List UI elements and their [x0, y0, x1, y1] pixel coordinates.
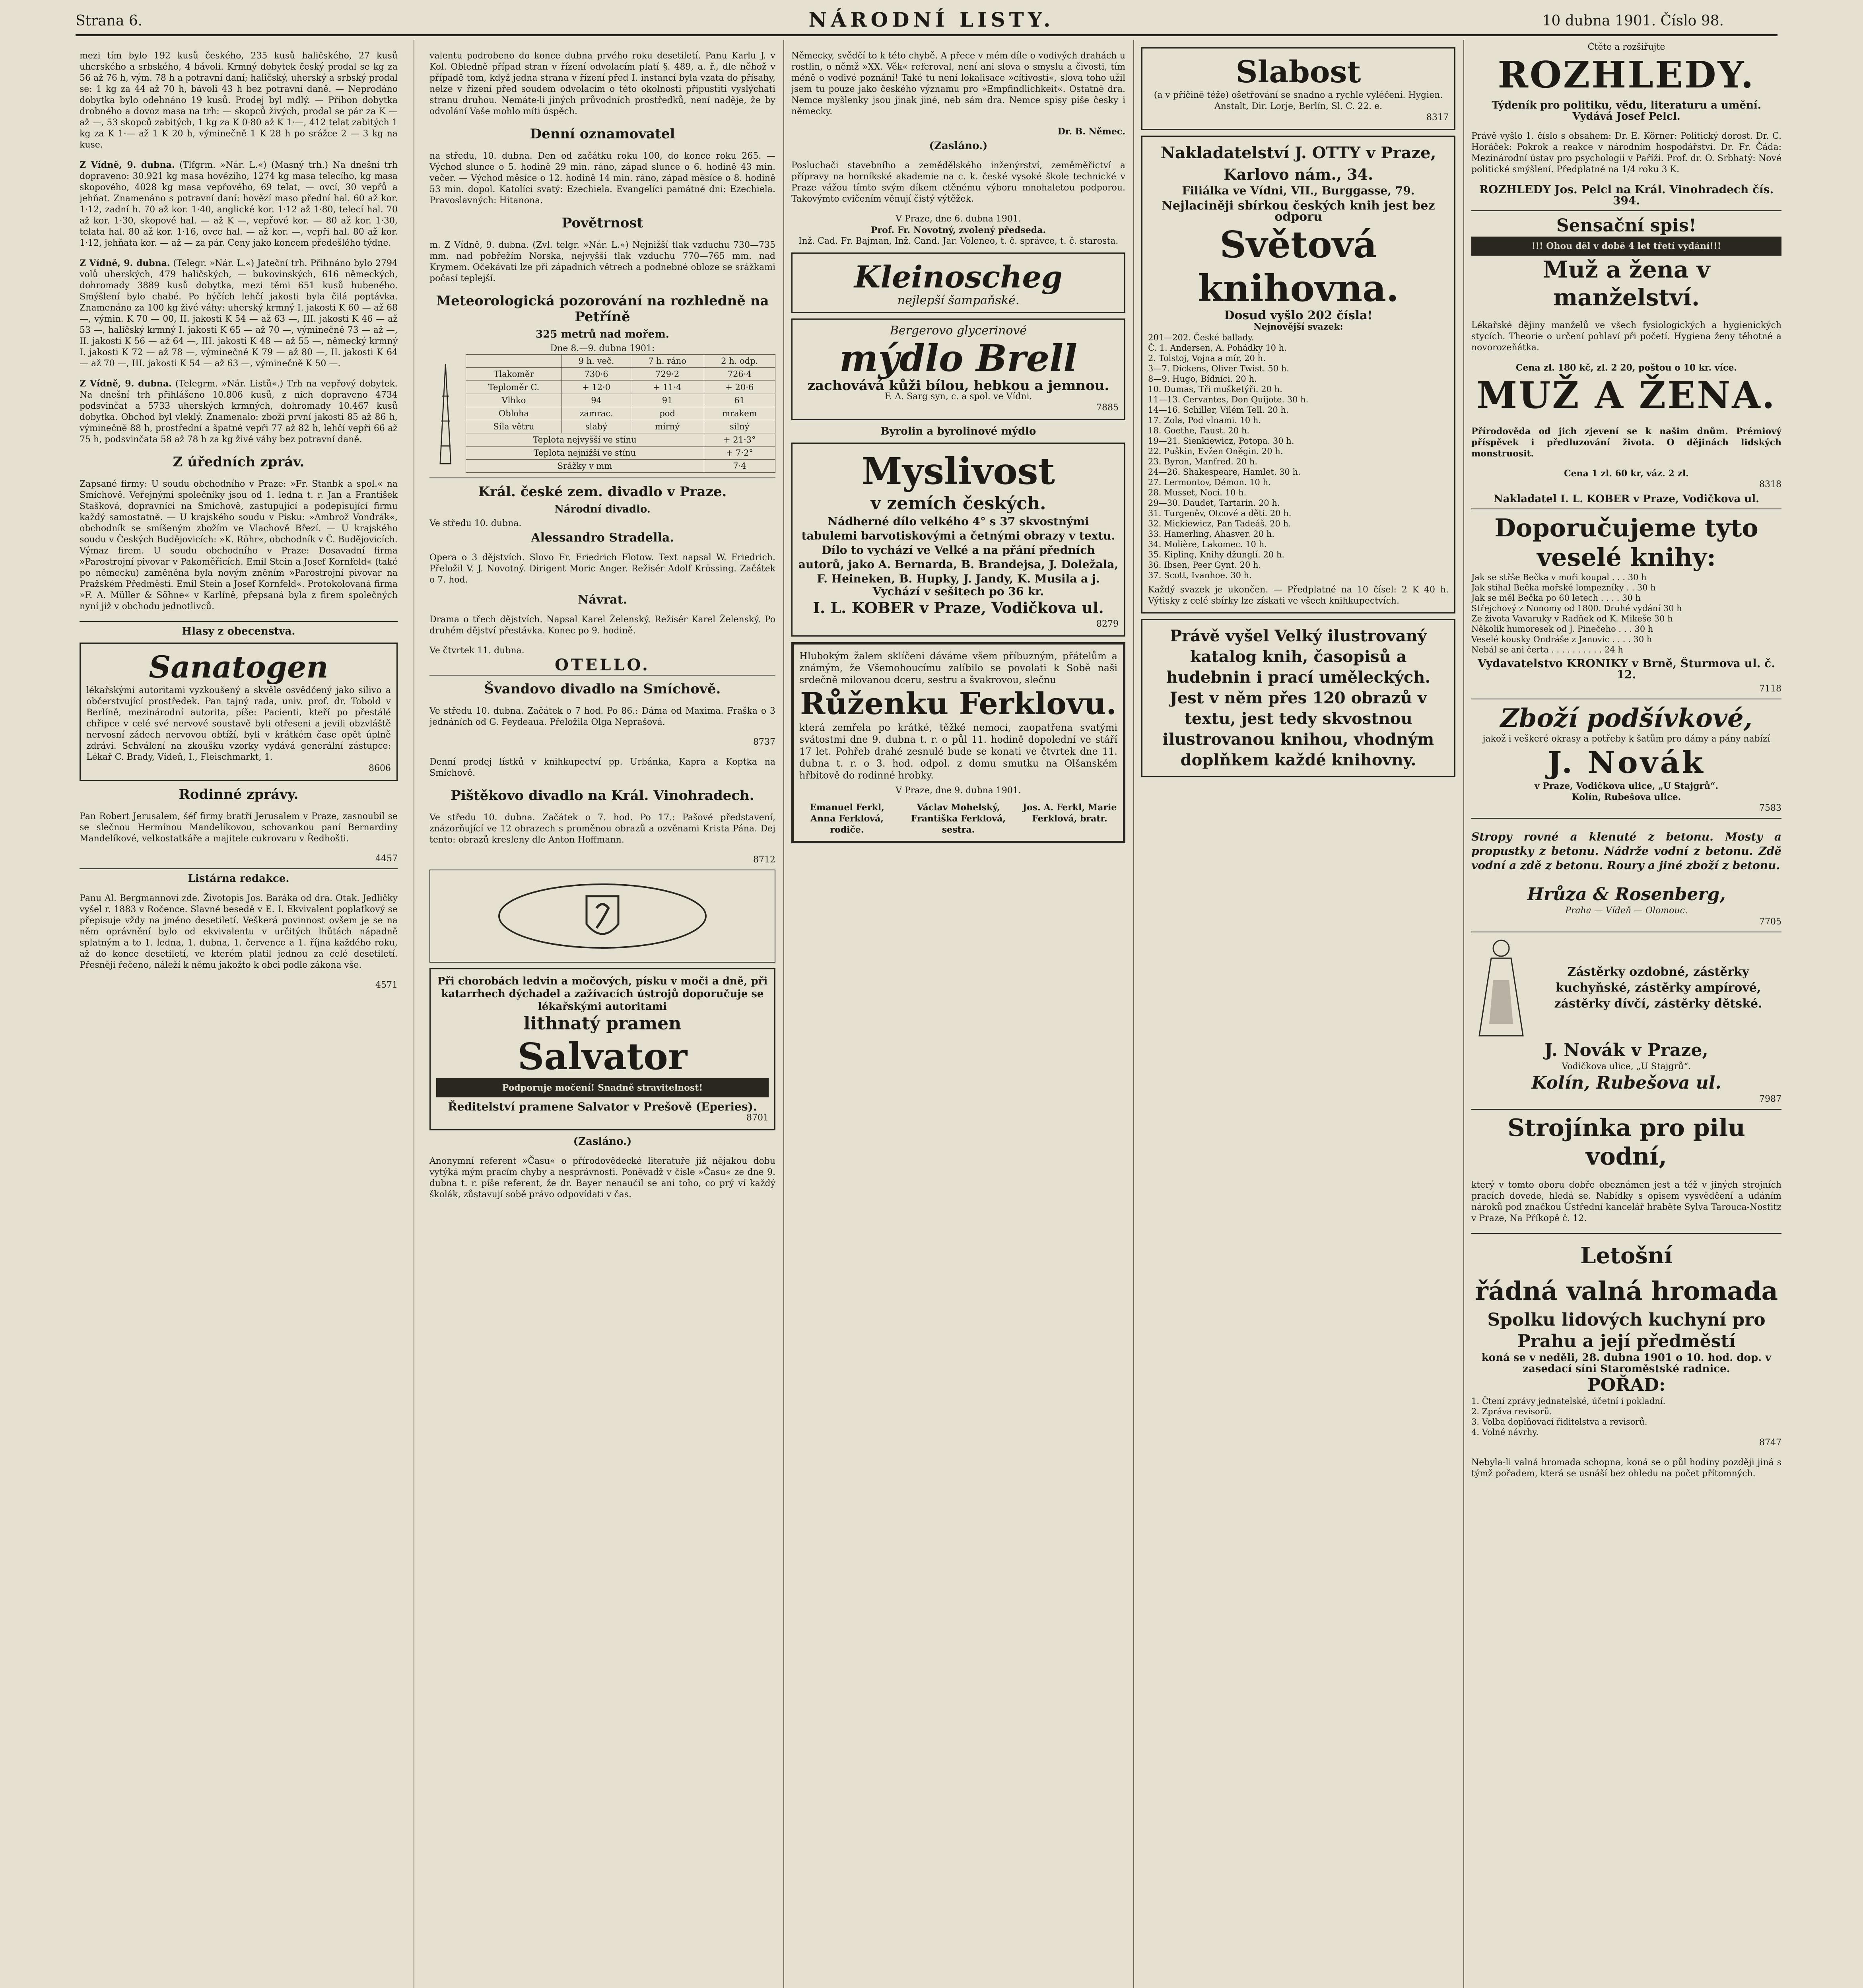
- slabost-ad: [1141, 47, 1455, 130]
- meteo-cell: + 11·4: [631, 381, 704, 394]
- ad-body: (a v příčině téže) ošetřování se snadno a rychle vyléčení. Hygien. Anstalt, Dir. Lorje, Berlín, Sl. C. 22. e.: [1154, 90, 1443, 111]
- ad-number: 8318: [1759, 480, 1781, 489]
- ad-title: Doporučujeme tyto veselé knihy:: [1494, 513, 1758, 572]
- meteo-cell: Teplota nejvyšší ve stínu: [466, 433, 704, 447]
- ad-body: zachovává kůži bílou, hebkou a jemnou.: [807, 378, 1109, 394]
- divider: [1471, 1233, 1781, 1234]
- ad-title: Letošní: [1580, 1242, 1673, 1269]
- section-body: valentu podrobeno do konce dubna prvého roku desetiletí. Panu Karlu J. v Kol. Obledně případ stran v řízení odvolacím platí §. 489, a. ř., dle něhož v případě tom, když jedna strana v řízení před I. instancí byla vzata do přísahy, nelze v řízení před soudem odvolacím o této okolnosti připustiti vyslýchati stranu druhou. Nemáte-li jiných průvodních prostředků, není naděje, že by odvolání Vaše mohlo míti úspěch.: [429, 51, 775, 116]
- play-body: Drama o třech dějstvích. Napsal Karel Želenský. Režisér Karel Želenský. Po druhém dějství přestávka. Konec po 9. hodině.: [429, 615, 775, 636]
- report-heading: Z Vídně, 9. dubna.: [80, 160, 175, 170]
- ad-subtitle: Týdeník pro politiku, vědu, literaturu a umění. Vydává Josef Pelcl.: [1492, 99, 1761, 122]
- ad-body: Nejlaciněji sbírkou českých knih jest bez odporu: [1162, 199, 1435, 224]
- section-body: Pan Robert Jerusalem, šéf firmy bratří Jerusalem v Praze, zasnoubil se se slečnou Hermínou Mandelíkovou, schovankou paní Bernardiny Mandelíkové, velkostatkáře a majitele cukrovaru v Ředhošti.: [80, 812, 398, 844]
- section-body: Zapsané firmy: U soudu obchodního v Praze: »Fr. Stanbk a spol.« na Smíchově. Veřejnými společníky jsou od 1. ledna t. r. Jan a František Stašková, dopravníci na Smíchově, zastupující a podepisující firmu každý samostatně. — U krajského soudu v Písku: »Ambrož Vondrák«, obchodník se smíšeným zbožím ve Vlachově Březí. — U krajského soudu v Českých Budějovicích: »K. Röhr«, obchodník v Č. Budějovicích. Výmaz firem. U soudu obchodního v Praze: Dosavadní firma »Parostrojní pivovar v Pakoměřicích. Emil Stein a Josef Kornfeld« (také po německu) zaměněna byla novým zněním »Parostrojní pivovar na Pražském Předměstí. Emil Stein a Josef Kornfeld«. Protokolovaná firma »F. A. Müller & Söhne« v Karlíně, přepsaná byla z firem společných nyní již v obchodu jednotlivců.: [80, 479, 398, 612]
- newspaper-title: NÁRODNÍ LISTY.: [808, 8, 1055, 31]
- ad-title: Salvator: [517, 1035, 688, 1078]
- otty-ad: [1141, 136, 1455, 613]
- agenda-item: 4. Volné návrhy.: [1471, 1427, 1539, 1437]
- ad-number: 7118: [1759, 684, 1781, 694]
- ad-body: lékařskými autoritami vyzkoušený a skvěle osvědčený jako silivo a občerstvující prostředek. Pan tajný rada, univ. prof. dr. Tobold v Berlíně, mezinárodní autorita, píše: Pacienti, kteří po přestálé chřipce v celé své nervové soustavě byli otřeseni a jevili obzvláště nervosní zádech nervovou obtíží, byli v krátkém čase opět úplně zdrávi. Schválení na zkoušku vzorky vydává generální zástupce: Lékař C. Brady, Vídeň, I., Fleischmarkt, 1.: [86, 685, 391, 762]
- section-heading: Denní oznamovatel: [530, 126, 675, 142]
- sanatogen-ad: [80, 643, 398, 781]
- column-divider: [1133, 40, 1134, 1988]
- section-heading: Švandovo divadlo na Smíchově.: [484, 681, 721, 697]
- book-item: 23. Byron, Manfred. 20 h.: [1148, 457, 1258, 466]
- ad-number: 4457: [375, 854, 398, 864]
- book-item: 18. Goethe, Faust. 20 h.: [1148, 426, 1250, 435]
- ad-body: Dosud vyšlo 202 čísla!: [1224, 309, 1373, 322]
- ad-body: Stropy rovné a klenuté z betonu. Mosty a propustky z betonu. Nádrže vodní z betonu. Zdě vodní a zdě z betonu. Roury a jiné zboží z betonu.: [1471, 830, 1781, 872]
- meteo-cell: + 7·2°: [704, 447, 775, 460]
- meteo-table: [466, 354, 775, 473]
- ad-footer: I. L. KOBER v Praze, Vodičkova ul.: [813, 599, 1104, 617]
- ad-price: Cena zl. 180 kč, zl. 2 20, poštou o 10 kr. více.: [1515, 363, 1737, 373]
- ad-subtitle: lithnatý pramen: [523, 1013, 682, 1034]
- book-item: Jak stihal Bečka mořské lompezníky . . 30 h: [1471, 583, 1656, 592]
- meteo-header: 9 h. več.: [562, 355, 631, 368]
- salvator-ad: [429, 968, 775, 1130]
- ad-body: jakož i veškeré okrasy a potřeby k šatům pro dámy a pány nabízí: [1482, 734, 1770, 744]
- theatre-subtitle: Národní divadlo.: [554, 503, 651, 515]
- myslivost-ad: [791, 443, 1125, 637]
- notice-signature: Emanuel Ferkl, Anna Ferklová, rodiče.: [810, 802, 884, 835]
- ad-slogan: !!! Ohou děl v době 4 let třetí vydání!!!: [1471, 237, 1781, 256]
- agenda-item: 1. Čtení zprávy jednatelské, účetní i pokladní.: [1471, 1396, 1666, 1406]
- report-body: (Telegr. »Nár. L.«) Jateční trh. Přihnáno bylo 2794 volů uherských, 479 haličských, — bukovinských, 616 německých, dohromady 3889 kusů dobytka, mezi těmi 651 kusů hubeného. Smýšlení bylo chabé. Po býčích lehčí jakosti byla čilá poptávka. Znamenáno za 100 kg živé váhy: uherský krmný I. jakosti K 60 — až 68 —, výmin. K 70 — 00, II. jakosti K 54 — až 63 —, III. jakosti K 46 — až 53 —, haličský krmný I. jakosti K 65 — až 70 —, výminečně 73 — až —, II. jakosti K 56 — až 64 —, III. jakosti K 48 — až 55 —, německý krmný I. jakosti K 72 — až 78 —, výminečně K 79 — až 80 —, II. jakosti K 64 — až 70 —, III. jakosti K 54 — až 63 —, výminečně K 50 —.: [80, 258, 398, 369]
- meteo-cell: slabý: [562, 420, 631, 433]
- page-number: Strana 6.: [76, 13, 143, 29]
- ad-footer: Ředitelství pramene Salvator v Prešově (Eperies).: [448, 1100, 757, 1113]
- ad-body: Přírodověda od jich zjevení se k našim dnům. Prémiový příspěvek i předluzování života. O dějinách lidských monstruosit.: [1471, 426, 1781, 459]
- meteo-header: 2 h. odp.: [704, 355, 775, 368]
- meteo-cell: 730·6: [562, 368, 631, 381]
- ad-title: J. Novák: [1547, 745, 1706, 780]
- ad-address: Praha — Vídeň — Olomouc.: [1565, 906, 1688, 916]
- divider: [1471, 210, 1781, 211]
- book-item: Veselé kousky Ondráše z Janovic . . . . 30 h: [1471, 635, 1652, 644]
- ad-price: Cena 1 zl. 60 kr, váz. 2 zl.: [1564, 468, 1689, 479]
- section-heading: Rodinné zprávy.: [179, 786, 299, 802]
- book-item: Střejchový z Nonomy od 1800. Druhé vydání 30 h: [1471, 604, 1682, 613]
- book-item: 32. Mickiewicz, Pan Tadeáš. 20 h.: [1148, 519, 1291, 528]
- section-heading: Z úředních zpráv.: [173, 454, 305, 470]
- ad-number: 8737: [753, 737, 775, 747]
- column-2: [429, 42, 775, 1988]
- book-item: 24—26. Shakespeare, Hamlet. 30 h.: [1148, 467, 1301, 477]
- ad-pre: Čtěte a rozšiřujte: [1587, 42, 1665, 52]
- notice-signature: Jos. A. Ferkl, Marie Ferklová, bratr.: [1022, 802, 1117, 824]
- meteo-cell: + 20·6: [704, 381, 775, 394]
- meteo-cell: 91: [631, 394, 704, 407]
- book-item: Č. 1. Andersen, A. Pohádky 10 h.: [1148, 343, 1287, 353]
- section-heading: Povětrnost: [561, 215, 643, 231]
- book-item: 201—202. České ballady.: [1148, 333, 1254, 342]
- header-rule: [76, 34, 1778, 36]
- meteo-cell: silný: [704, 420, 775, 433]
- ad-title: MUŽ A ŽENA.: [1476, 374, 1776, 417]
- ad-body: Lékařské dějiny manželů ve všech fysiologických a hygienických stycích. Theorie o určení pohlaví při početí. Hygiena ženy těhotné a novorozeňátka.: [1471, 320, 1781, 353]
- report-body: (Telegrm. »Nár. Listů«.) Trh na vepřový dobytek. Na dnešní trh přihlášeno 10.806 kusů, z nich dopraveno 4734 podsvinčat a 5733 uherských krmných, dohromady 10.467 kusů dobytka. Obchod byl vleklý. Znamenalo: zboží první jakosti 85 až 86 h, výminečně 88 h, prostřední a špatné vepři 77 až 82 h, lehčí vepři 66 až 75 h, podsvinčata 58 až 78 h za kg živé váhy bez potravní daně.: [80, 379, 398, 445]
- meteo-cell: Vlhko: [466, 394, 562, 407]
- section-heading: Král. české zem. divadlo v Praze.: [478, 484, 727, 500]
- column-divider: [783, 40, 784, 1988]
- book-item: Jak se střše Bečka v moři koupal . . . 30 h: [1471, 573, 1647, 582]
- ad-title: řádná valná hromada: [1475, 1276, 1778, 1306]
- ad-footer: ROZHLEDY Jos. Pelcl na Král. Vinohradech čís. 394.: [1479, 183, 1774, 207]
- ad-subtitle: nejlepší šampaňské.: [897, 293, 1020, 307]
- notice-body: která zemřela po krátké, těžké nemoci, zaopatřena svatými svátostmi dne 9. dubna t. r. o půl 11. hodině dopolední ve stáří 17 let. Pohřeb drahé zesnulé bude se konati ve čtvrtek dne 11. dubna t. r. o 3. hod. odpol. z domu smutku na Olšanském hřbitově do rodinné hrobky.: [799, 722, 1117, 781]
- book-item: 3—7. Dickens, Oliver Twist. 50 h.: [1148, 364, 1289, 373]
- meteo-cell: 94: [562, 394, 631, 407]
- ad-footer: Vydavatelstvo KRONIKY v Brně, Šturmova ul. č. 12.: [1478, 657, 1775, 681]
- meteo-cell: mírný: [631, 420, 704, 433]
- play-body: Opera o 3 dějstvích. Slovo Fr. Friedrich Flotow. Text napsal W. Friedrich. Přeložil V. J. Novotný. Dirigent Moric Anger. Režisér Adolf Krössing. Začátek o 7. hod.: [429, 553, 775, 585]
- report-heading: Z Vídně, 9. dubna.: [80, 379, 172, 389]
- glycerin-soap-ad: [791, 318, 1125, 420]
- play-title: Alessandro Stradella.: [531, 531, 674, 545]
- ad-number: 7705: [1759, 917, 1781, 927]
- meteo-subtitle: 325 metrů nad mořem.: [536, 328, 669, 340]
- section-body: Anonymní referent »Času« o přírodovědecké literatuře již nějakou dobu vytýká mým pracím chyby a nesprávnosti. Poněvadž v čísle »Času« ze dne 9. dubna t. r. píše referent, že dr. Bayer nenaučil se ani toho, co prý ví každý školák, zůstavují sobě právo odpovídati v čas.: [429, 1156, 775, 1200]
- notice-date: V Praze, dne 9. dubna 1901.: [896, 786, 1021, 796]
- ad-slogan: Podporuje močení! Snadně stravitelnost!: [436, 1078, 769, 1097]
- column-divider: [1463, 40, 1464, 1988]
- shield-icon: [483, 876, 722, 956]
- ad-title: Sensační spis!: [1556, 215, 1697, 236]
- book-item: 34. Molière, Lakomec. 10 h.: [1148, 540, 1267, 549]
- ad-number: 7987: [1759, 1094, 1781, 1104]
- place-date: V Praze, dne 6. dubna 1901.: [896, 214, 1021, 224]
- book-item: 19—21. Sienkiewicz, Potopa. 30 h.: [1148, 436, 1294, 446]
- notice-name: Růženku Ferklovu.: [800, 686, 1117, 721]
- ad-number: 7885: [1096, 403, 1119, 413]
- ad-title: Kleinoscheg: [854, 259, 1063, 295]
- book-item: 10. Dumas, Tři mušketýři. 20 h.: [1148, 384, 1282, 394]
- section-heading: Pištěkovo divadlo na Král. Vinohradech.: [451, 788, 754, 804]
- book-item: Nebál se ani čerta . . . . . . . . . . 24 h: [1471, 645, 1623, 654]
- market-report: mezi tím bylo 192 kusů českého, 235 kusů haličského, 27 kusů uherského a srbského, 4 bávoli. Krmný dobytek český prodal se kg za 56 až 76 h, vým. 78 h a potravní daní; haličský, uherský a srbský prodal se: 1 kg za 44 až 70 h, bávoli 43 h bez potravní daně. — Neprodáno dobytka bylo odehnáno 19 kusů. Prodej byl mdlý. — Přihon dobytka drobného a dovoz masa na trh: — skopců živých, prodal se pár za K — až —, 53 skopců zabitých, 1 kg za K 0·80 až K 1·—, 412 telat zabitých 1 kg za K 1·— až 1 K 20 h, výminečně 1 K 28 h po srážce 2 — 3 kg na kuse.: [80, 51, 398, 150]
- book-item: 27. Lermontov, Démon. 10 h.: [1148, 478, 1271, 487]
- ad-address: v Praze, Vodičkova ulice, „U Stajgrů“.: [1534, 781, 1719, 791]
- meteo-cell: + 21·3°: [704, 433, 775, 447]
- section-body: na středu, 10. dubna. Den od začátku roku 100, do konce roku 265. — Východ slunce o 5. hodině 29 min. ráno, západ slunce o 6. hodině 43 min. večer. — Východ měsíce o 12. hodině 14 min. ráno, západ měsíce o 8. hodině 53 min. dopol. Katolíci svatý: Ezechiela. Evangelíci památné dni: Ezechiela. Pravoslavných: Hitanona.: [429, 151, 775, 206]
- column-5: [1471, 42, 1781, 1988]
- ad-body: koná se v neděli, 28. dubna 1901 o 10. hod. dop. v zasedací síni Staroměstské radnice.: [1481, 1352, 1772, 1375]
- meteo-header: [466, 355, 562, 368]
- ad-title: J. Novák v Praze,: [1544, 1040, 1708, 1060]
- theatre-date: Ve středu 10. dubna.: [429, 518, 522, 528]
- ad-body: Nádherné dílo velkého 4° s 37 skvostnými tabulemi barvotiskovými a četnými obrazy v textu. Dílo to vychází ve Velké a na přání předních autorů, jako A. Bernarda, B. Brandejsa, J. Doležala, F. Heineken, B. Hupky, J. Jandy, K. Musila a j.: [798, 515, 1119, 585]
- book-item: 29—30. Daudet, Tartarin. 20 h.: [1148, 498, 1280, 508]
- section-heading: (Zasláno.): [573, 1136, 632, 1147]
- play-title: OTELLO.: [555, 656, 650, 674]
- ad-body: Vychází v sešitech po 36 kr.: [872, 585, 1044, 598]
- divider: [80, 868, 398, 869]
- book-item: 22. Puškin, Evžen Oněgin. 20 h.: [1148, 447, 1283, 456]
- meteo-header: 7 h. ráno: [631, 355, 704, 368]
- ad-number: 8279: [1096, 619, 1119, 629]
- signature: Prof. Fr. Novotný, zvolený předseda.: [870, 225, 1046, 235]
- section-body: Německy, svědčí to k této chybě. A přece v mém díle o vodivých drahách u rostlin, o němž »XX. Věk« referoval, není ani slova o smyslu a čivosti, tím méně o vodivé poznání! Také tu není lokalisace »cítivosti«, slova toho užil jsem tu pouze jako českého významu pro »Empfindlichkeit«. Ostatně dra. Nemce myšlenky jsou jinak jiné, neb sám dra. Nemce spisy píše česky i německy.: [791, 51, 1125, 116]
- ad-address: Karlovo nám., 34.: [1223, 165, 1373, 183]
- section-heading: Hlasy z obecenstva.: [182, 625, 295, 637]
- divider: [80, 621, 398, 622]
- column-4: [1141, 42, 1455, 1988]
- section-heading: Meteorologická pozorování na rozhledně na Petříně: [436, 293, 769, 325]
- meteo-cell: Síla větru: [466, 420, 562, 433]
- ad-number: 8701: [746, 1113, 769, 1123]
- book-item: 17. Zola, Pod vlnami. 10 h.: [1148, 415, 1261, 425]
- book-item: 35. Kipling, Knihy džunglí. 20 h.: [1148, 550, 1285, 559]
- section-heading: Listárna redakce.: [188, 873, 289, 885]
- meteo-cell: Teploměr C.: [466, 381, 562, 394]
- book-item: 37. Scott, Ivanhoe. 30 h.: [1148, 571, 1252, 580]
- ad-subtitle: POŘAD:: [1587, 1375, 1666, 1395]
- book-item: Ze života Vavaruky v Radňek od K. Mikeše 30 h: [1471, 614, 1673, 623]
- apron-figure-icon: [1471, 936, 1531, 1040]
- ad-title: Muž a žena v manželství.: [1542, 256, 1710, 311]
- meteo-cell: 61: [704, 394, 775, 407]
- ad-footer: Nakladatel I. L. KOBER v Praze, Vodičkova ul.: [1493, 493, 1760, 505]
- divider: [429, 675, 775, 676]
- section-heading: (Zasláno.): [929, 140, 988, 152]
- ad-body: Nejnovější svazek:: [1253, 322, 1343, 332]
- book-list: [1148, 332, 1449, 580]
- ad-title: Myslivost: [861, 450, 1055, 493]
- ad-title: Hrůza & Rosenberg,: [1527, 884, 1726, 905]
- book-item: 33. Hamerling, Ahasver. 20 h.: [1148, 529, 1274, 539]
- ad-number: 7583: [1759, 803, 1781, 813]
- issue-date: 10 dubna 1901. Číslo 98.: [1542, 13, 1724, 29]
- meteo-cell: 7·4: [704, 460, 775, 473]
- page-header: [0, 0, 1863, 32]
- meteo-cell: 729·2: [631, 368, 704, 381]
- ad-subtitle: v zemích českých.: [870, 493, 1046, 514]
- play-title: Návrat.: [578, 593, 627, 607]
- meteo-cell: Teplota nejnižší ve stínu: [466, 447, 704, 460]
- meteo-cell: mrakem: [704, 407, 775, 420]
- section-body: Ve středu 10. dubna. Začátek o 7. hod. Po 17.: Pašové představení, znázorňující ve 12 obrazech s proměnou obrazů a ozvěnami Krista Pána. Dej tento: obrazů kresleny dle Anton Hoffmann.: [429, 813, 775, 845]
- ad-title: ROZHLEDY.: [1498, 53, 1755, 96]
- book-item: Jak se měl Bečka po 60 letech . . . . 30 h: [1471, 593, 1641, 603]
- ad-number: 4571: [375, 980, 398, 990]
- ad-title: Světová knihovna.: [1198, 223, 1399, 310]
- ad-address: Kolín, Rubešova ul.: [1531, 1073, 1721, 1093]
- book-item: 36. Ibsen, Peer Gynt. 20 h.: [1148, 560, 1261, 570]
- book-item: 31. Turgeněv, Otcové a děti. 20 h.: [1148, 509, 1292, 518]
- signature: Inž. Cad. Fr. Bajman, Inž. Cand. Jar. Voleneo, t. č. správce, t. č. starosta.: [798, 236, 1119, 246]
- ad-subtitle: Spolku lidových kuchyní pro Prahu a její předměstí: [1487, 1310, 1766, 1351]
- section-body: Panu Al. Bergmannovi zde. Životopis Jos. Baráka od dra. Otak. Jedličky vyšel r. 1883 v Ročence. Slavné besedě v E. I. Ekvivalent poplatkový se přepisuje vždy na jméno desetiletí. Veškerá povinnost ovšem je se na něm oprávnění bylo od ekvivalentu v určitých lhůtách nápadně splatným a to 1. ledna, 1. dubna, 1. července a 1. října každého roku, až do konce desetiletí, ve kterém platil jednou za celé desetiletí. Přesněji řečeno, náleží k němu jakožto k obci podle zákona vše.: [80, 893, 398, 970]
- ad-number: 8712: [753, 855, 775, 865]
- section-body: Posluchači stavebního a zemědělského inženýrství, zeměměřictví a přípravy na horníkské akademie na c. k. české vysoké škole technické v Praze vážou tímto svým díkem ctěnému výboru mnohaletou podporou. Takovýmto cvičením věnují čistý výtěžek.: [791, 161, 1125, 204]
- ad-body: Nebyla-li valná hromada schopna, koná se o půl hodiny později jiná s týmž pořadem, která se usnáší bez ohledu na počet přítomných.: [1471, 1458, 1781, 1479]
- ad-footer: F. A. Sarg syn, c. a spol. ve Vídni.: [884, 392, 1032, 402]
- book-item: 8—9. Hugo, Bídníci. 20 h.: [1148, 374, 1257, 384]
- meteo-cell: pod: [631, 407, 704, 420]
- notice-signature: Václav Mohelský, Františka Ferklová, sestra.: [911, 802, 1006, 835]
- meteo-cell: Tlakoměr: [466, 368, 562, 381]
- ad-body: Zástěrky ozdobné, zástěrky kuchyňské, zástěrky ampírové, zástěrky dívčí, zástěrky dětské.: [1554, 965, 1762, 1011]
- ad-title: Slabost: [1236, 54, 1361, 89]
- funeral-notice: [791, 642, 1125, 843]
- ad-title: mýdlo Brell: [839, 337, 1078, 380]
- ad-body: Při chorobách ledvin a močových, písku v moči a dně, při katarrhech dýchadel a zažívacích ústrojů doporučuje se lékařskými autoritami: [437, 975, 768, 1013]
- salvator-banner-illustration: [429, 870, 775, 963]
- book-item: 14—16. Schiller, Vilém Tell. 20 h.: [1148, 405, 1289, 415]
- theatre-next-date: Ve čtvrtek 11. dubna.: [429, 646, 525, 656]
- tower-illustration: [429, 354, 462, 474]
- ad-title: Nakladatelství J. OTTY v Praze,: [1160, 144, 1436, 162]
- meteo-cell: 726·4: [704, 368, 775, 381]
- ad-body: který v tomto oboru dobře obeznámen jest a též v jiných strojních pracích dovede, hledá se. Nabídky s opisem vysvědčení a udáním nároků pod značkou Ústřední kancelář hraběte Sylva Tarouca-Nostitz v Praze, Na Příkopě č. 12.: [1471, 1180, 1781, 1223]
- ad-title: Strojínka pro pilu vodní,: [1507, 1114, 1745, 1171]
- ad-number: 8747: [1759, 1438, 1781, 1448]
- ad-title: Sanatogen: [149, 649, 328, 685]
- meteo-date: Dne 8.—9. dubna 1901:: [550, 344, 655, 353]
- divider: [1471, 818, 1781, 819]
- ad-number: 8317: [1426, 113, 1449, 122]
- meteo-cell: zamrac.: [562, 407, 631, 420]
- ad-subtitle: Bergerovo glycerinové: [890, 324, 1027, 338]
- agenda-list: [1471, 1396, 1781, 1437]
- ad-title: Byrolin a byrolinové mýdlo: [880, 425, 1036, 437]
- book-item: 2. Tolstoj, Vojna a mír, 20 h.: [1148, 353, 1266, 363]
- meteo-cell: Obloha: [466, 407, 562, 420]
- section-body: Denní prodej lístků v knihkupectví pp. Urbánka, Kapra a Koptka na Smíchově.: [429, 757, 775, 778]
- meteo-cell: Srážky v mm: [466, 460, 704, 473]
- agenda-item: 2. Zpráva revisorů.: [1471, 1407, 1552, 1416]
- kleinoscheg-ad: [791, 252, 1125, 313]
- column-3: [791, 42, 1125, 1988]
- ad-body: Právě vyšlo 1. číslo s obsahem: Dr. E. Körner: Politický dorost. Dr. C. Horáček: Pokrok a reakce v národním hospodářství. Dr. Fr. Čáda: Mezinárodní ústav pro psychologii v Paříži. Prof. dr. O. Srbhatý: Nové politické smýšlení. Předplatné na 1/4 roku 3 K.: [1471, 131, 1781, 175]
- ad-address: Filiálka ve Vídni, VII., Burggasse, 79.: [1182, 184, 1415, 197]
- book-item: Několik humoresek od J. Pinečeho . . . 30 h: [1471, 624, 1653, 634]
- catalog-ad: [1141, 619, 1455, 777]
- book-item: 28. Musset, Noci. 10 h.: [1148, 488, 1247, 497]
- ad-address: Vodičkova ulice, „U Stajgrů“.: [1562, 1062, 1691, 1072]
- section-body: Ve středu 10. dubna. Začátek o 7 hod. Po 86.: Dáma od Maxima. Fraška o 3 jednáních od G. Feydeaua. Přeložila Olga Neprašová.: [429, 706, 775, 727]
- ad-address: Kolín, Rubešova ulice.: [1572, 792, 1681, 802]
- ad-title: Zboží podšívkové,: [1500, 703, 1753, 733]
- divider: [1471, 1109, 1781, 1110]
- signature: Dr. B. Němec.: [1057, 126, 1125, 137]
- ad-number: 8606: [369, 763, 391, 773]
- notice-lead: Hlubokým žalem sklíčeni dáváme všem příbuzným, přátelům a známým, že Všemohoucímu zalíbilo se povolati k Sobě naši srdečně milovanou dceru, sestru a švakrovou, slečnu: [799, 650, 1117, 685]
- report-heading: Z Vídně, 9. dubna.: [80, 258, 170, 268]
- book-list: [1471, 572, 1781, 655]
- column-1: [80, 42, 398, 1988]
- book-item: 11—13. Cervantes, Don Quijote. 30 h.: [1148, 395, 1309, 404]
- ad-body: Právě vyšel Velký ilustrovaný katalog knih, časopisů a hudebnin i prací uměleckých. Jest v něm přes 120 obrazů v textu, jest tedy skvostnou ilustrovanou knihou, vhodným doplňkem každé knihovny.: [1162, 627, 1434, 769]
- agenda-item: 3. Volba doplňovací řiditelstva a revisorů.: [1471, 1417, 1647, 1427]
- section-body: m. Z Vídně, 9. dubna. (Zvl. telgr. »Nár. L.«) Nejnižší tlak vzduchu 730—735 mm. nad pobřežím Norska, nejvyšší tlak vzduchu 770—765 mm. nad Krymem. Očekávati lze při západních větrech a podnebné obloze se srážkami počasí teplejší.: [429, 240, 775, 283]
- meteo-cell: + 12·0: [562, 381, 631, 394]
- report-body: (Tlfgrm. »Nár. L.«) (Masný trh.) Na dnešní trh dopraveno: 30.921 kg masa hovězího, 1274 kg masa telecího, kg masa skopového, 4028 kg masa vepřového, 69 telat, — ovcí, 30 vepřů a jehňat. Znamenáno s potravní daní: hovězí maso přední hal. 60 až kor. 1·12, zadní h. 70 až kor. 1·40, anglické kor. 1·12 až 1·80, telecí hal. 70 až kor. 1·30, skopové hal. — až K —, vepřové kor. — 80 až kor. 1·30, telata hal. 80 až kor. 1·16, ovce hal. — až kor. —, vepři hal. 80 až kor. 1·12, jehňata kor. — až — za pár. Ceny jako koncem předešlého týdne.: [80, 160, 398, 248]
- ad-body: Každý svazek je ukončen. — Předplatné na 10 čísel: 2 K 40 h. Výtisky z celé sbírky lze získati ve všech knihkupectvích.: [1148, 585, 1449, 606]
